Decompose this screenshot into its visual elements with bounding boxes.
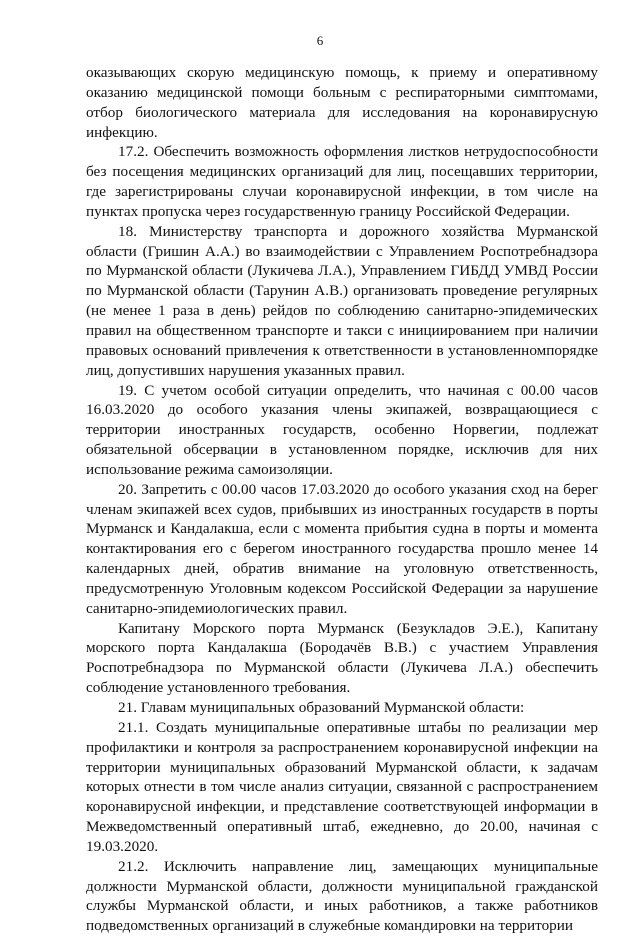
paragraph-17-2: 17.2. Обеспечить возможность оформления листков нетрудоспособности без посещения медицинских организаций для лиц, посещавших территории, где зарегистрированы случаи коронавирусной инфекции, в том числе на пунктах пропуска через государственную границу Российской Федерации. <box>86 143 598 220</box>
document-body <box>86 63 598 936</box>
paragraph-continuation: оказывающих скорую медицинскую помощь, к приему и оперативному оказанию медицинской помощи больным с респираторными симптомами, отбор биологического материала для исследования на коронавирусную инфекцию. <box>86 64 598 141</box>
page-number: 6 <box>316 33 324 48</box>
paragraph-port-captains: Капитану Морского порта Мурманск (Безукладов Э.Е.), Капитану морского порта Кандалакша (Бородачёв В.В.) с участием Управления Роспотребнадзора по Мурманской области (Лукичева Л.А.) обеспечить соблюдение установленного требования. <box>86 619 598 697</box>
paragraph-21-2: 21.2. Исключить направление лиц, замещающих муниципальные должности Мурманской области, должности муниципальной гражданской службы Мурманской области, и иных работников, а также работников подведомственных организаций в служебные командировки на территории <box>86 857 598 935</box>
paragraph-21: 21. Главам муниципальных образований Мурманской области: <box>118 699 525 716</box>
paragraph-18: 18. Министерству транспорта и дорожного хозяйства Мурманской области (Гришин А.А.) во взаимодействии с Управлением Роспотребнадзора по Мурманской области (Лукичева Л.А.), Управлением ГИБДД УМВД России по Мурманской области (Тарунин А.В.) организовать проведение регулярных (не менее 1 раза в день) рейдов по соблюдению санитарно-эпидемических правил на общественном транспорте и такси с инициированием при наличии правовых оснований привлечения к ответственности в установленномпорядке лиц, допустивших нарушения указанных правил. <box>86 222 598 379</box>
paragraph-21-1: 21.1. Создать муниципальные оперативные штабы по реализации мер профилактики и контроля за распространением коронавирусной инфекции на территории муниципальных образований Мурманской области, к задачам которых отнести в том числе анализ ситуации, связанной с распространением коронавирусной инфекции, и представление соответствующей информации в Межведомственный оперативный штаб, ежедневно, до 20.00, начиная с 19.03.2020. <box>86 718 598 855</box>
paragraph-20: 20. Запретить с 00.00 часов 17.03.2020 до особого указания сход на берег членам экипажей всех судов, прибывших из иностранных государств в порты Мурманск и Кандалакша, если с момента прибытия судна в порты и момента контактирования его с берегом иностранного государства прошло менее 14 календарных дней, обратив внимание на уголовную ответственность, предусмотренную Уголовным кодексом Российской Федерации за нарушение санитарно-эпидемиологических правил. <box>86 480 598 617</box>
paragraph-19: 19. С учетом особой ситуации определить, что начиная с 00.00 часов 16.03.2020 до особого указания члены экипажей, возвращающиеся с территории иностранных государств, особенно Норвегии, подлежат обязательной обсервации в установленном порядке, исключив для них использование режима самоизоляции. <box>86 381 598 478</box>
